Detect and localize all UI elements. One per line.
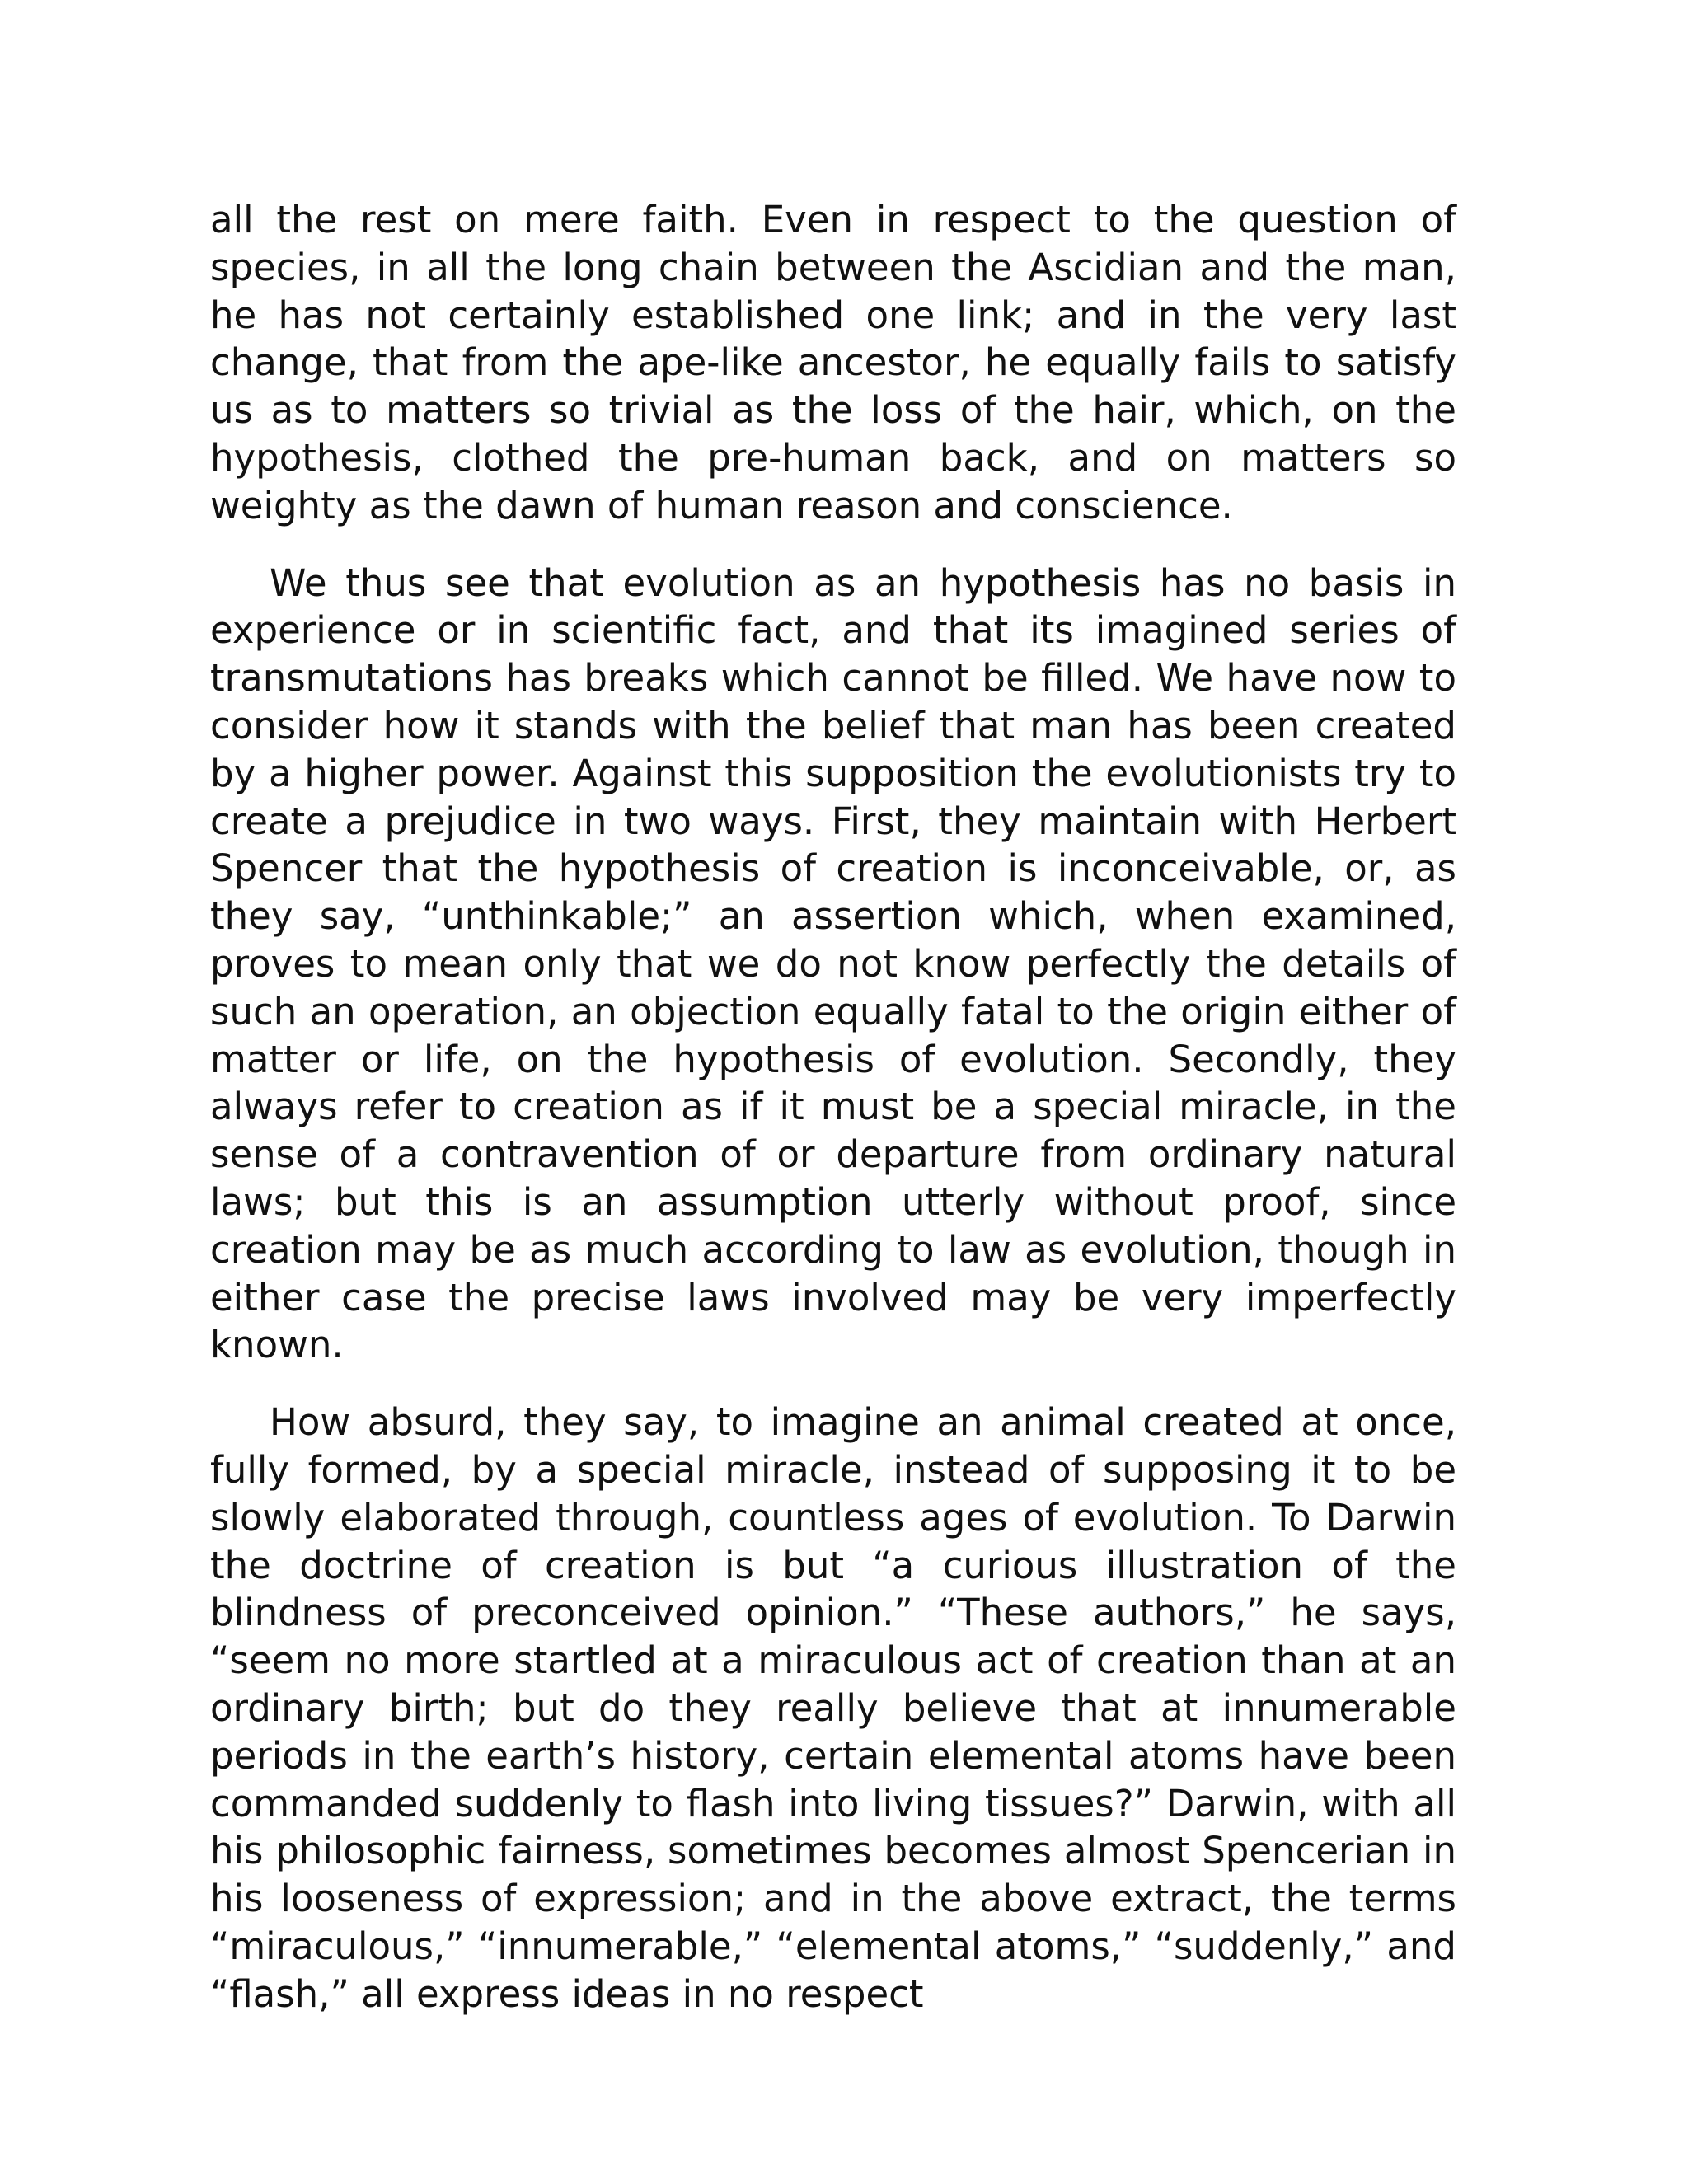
paragraph-2: We thus see that evolution as an hypothesis has no basis in experience or in scientific fact, and that its imagined series of transmutations has breaks which cannot be filled. We have now to consider how it stands with the belief that man has been created by a higher power. Against this supposition the evolutionists try to create a prejudice in two ways. First, they maintain with Herbert Spencer that the hypothesis of creation is inconceivable, or, as they say, “unthinkable;” an assertion which, when examined, proves to mean only that we do not know perfectly the details of such an operation, an objection equally fatal to the origin either of matter or life, on the hypothesis of evolution. Secondly, they always refer to creation as if it must be a special miracle, in the sense of a contravention of or departure from ordinary natural laws; but this is an assumption utterly without proof, since creation may be as much according to law as evolution, though in either case the precise laws involved may be very imperfectly known. [210,560,1456,1367]
body-text [210,196,1456,2018]
paragraph-3: How absurd, they say, to imagine an animal created at once, fully formed, by a special miracle, instead of supposing it to be slowly elaborated through, countless ages of evolution. To Darwin the doctrine of creation is but “a curious illustration of the blindness of preconceived opinion.” “These authors,” he says, “seem no more startled at a miraculous act of creation than at an ordinary birth; but do they really believe that at innumerable periods in the earth’s history, certain elemental atoms have been commanded suddenly to flash into living tissues?” Darwin, with all his philosophic fairness, sometimes becomes almost Spencerian in his looseness of expression; and in the above extract, the terms “miraculous,” “innumerable,” “elemental atoms,” “suddenly,” and “flash,” all express ideas in no respect [210,1400,1456,2016]
paragraph-1: all the rest on mere faith. Even in respect to the question of species, in all the long chain between the Ascidian and the man, he has not certainly established one link; and in the very last change, that from the ape-like ancestor, he equally fails to satisfy us as to matters so trivial as the loss of the hair, which, on the hypothesis, clothed the pre-human back, and on matters so weighty as the dawn of human reason and conscience. [210,198,1456,527]
